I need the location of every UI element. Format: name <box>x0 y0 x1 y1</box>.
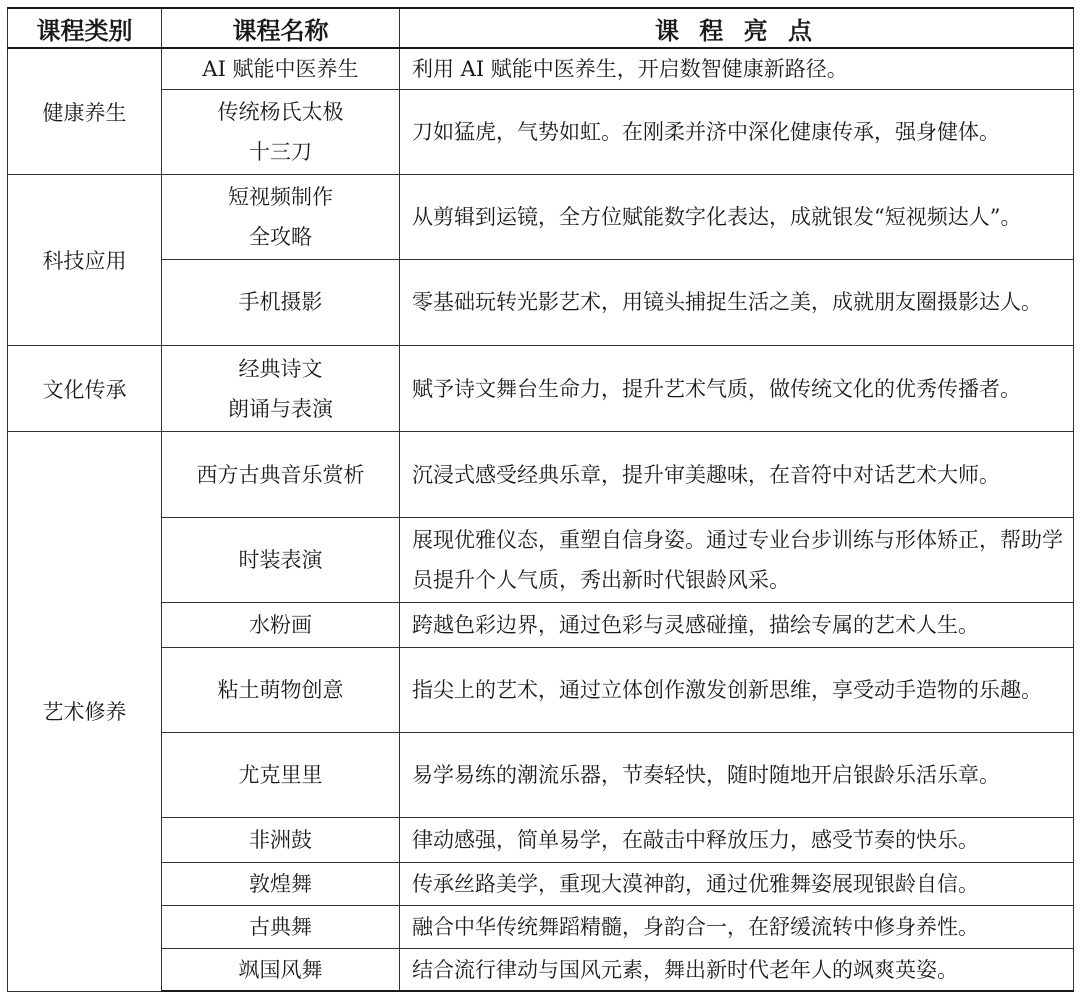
table-row <box>8 603 1074 648</box>
course-name-cell <box>162 517 400 602</box>
course-name-line: 尤克里里 <box>238 763 323 788</box>
course-highlight-cell: 易学易练的潮流乐器，节奏轻快，随时随地开启银龄乐活乐章。 <box>400 733 1074 817</box>
table-row <box>8 949 1074 991</box>
course-name-cell <box>162 862 400 905</box>
course-name-line: 经典诗文 <box>238 356 323 381</box>
course-highlight-cell: 零基础玩转光影艺术，用镜头捕捉生活之美，成就朋友圈摄影达人。 <box>400 259 1074 345</box>
table-row <box>8 817 1074 862</box>
course-highlight-cell: 传承丝路美学，重现大漠神韵，通过优雅舞姿展现银龄自信。 <box>400 862 1074 905</box>
course-name-line: AI 赋能中医养生 <box>202 57 359 82</box>
header-row <box>8 8 1074 48</box>
table-row <box>8 432 1074 517</box>
course-highlight-cell: 指尖上的艺术，通过立体创作激发创新思维，享受动手造物的乐趣。 <box>400 648 1074 733</box>
course-name-line: 粘土萌物创意 <box>217 678 344 703</box>
course-name-cell <box>162 817 400 862</box>
course-highlight-cell: 展现优雅仪态，重塑自信身姿。通过专业台步训练与形体矫正，帮助学员提升个人气质，秀出新时代银龄风采。 <box>400 517 1074 602</box>
category-cell: 文化传承 <box>8 346 162 432</box>
course-highlight-cell: 沉浸式感受经典乐章，提升审美趣味，在音符中对话艺术大师。 <box>400 432 1074 517</box>
course-name-cell <box>162 906 400 949</box>
course-name-line: 短视频制作 <box>228 185 333 210</box>
course-name-line: 非洲鼓 <box>249 827 312 852</box>
header-course-name: 课程名称 <box>162 8 400 48</box>
course-name-cell <box>162 346 400 432</box>
category-cell: 科技应用 <box>8 175 162 346</box>
table-row <box>8 862 1074 905</box>
course-highlight-cell: 融合中华传统舞蹈精髓，身韵合一，在舒缓流转中修身养性。 <box>400 906 1074 949</box>
course-table <box>7 7 1074 992</box>
course-name-cell <box>162 90 400 175</box>
course-name-cell <box>162 603 400 648</box>
course-name-cell <box>162 175 400 259</box>
course-name-cell <box>162 48 400 90</box>
course-highlight-cell: 刀如猛虎，气势如虹。在刚柔并济中深化健康传承，强身健体。 <box>400 90 1074 175</box>
course-name-line: 时装表演 <box>238 547 323 572</box>
course-name-cell <box>162 733 400 817</box>
course-name-line: 西方古典音乐赏析 <box>196 462 365 487</box>
table-row <box>8 259 1074 345</box>
course-name-line: 水粉画 <box>249 613 312 638</box>
course-highlight-cell: 利用 AI 赋能中医养生，开启数智健康新路径。 <box>400 48 1074 90</box>
table-row <box>8 733 1074 817</box>
course-highlight-cell: 律动感强，简单易学，在敲击中释放压力，感受节奏的快乐。 <box>400 817 1074 862</box>
course-highlight-cell: 从剪辑到运镜，全方位赋能数字化表达，成就银发“短视频达人”。 <box>400 175 1074 259</box>
header-category: 课程类别 <box>8 8 162 48</box>
course-name-line: 飒国风舞 <box>238 957 323 982</box>
course-highlight-cell: 结合流行律动与国风元素，舞出新时代老年人的飒爽英姿。 <box>400 949 1074 991</box>
course-name-line: 手机摄影 <box>238 290 323 315</box>
course-highlight-cell: 赋予诗文舞台生命力，提升艺术气质，做传统文化的优秀传播者。 <box>400 346 1074 432</box>
course-name-line: 敦煌舞 <box>249 872 312 897</box>
course-name-cell <box>162 949 400 991</box>
table-row <box>8 648 1074 733</box>
course-name-line: 十三刀 <box>249 140 312 165</box>
course-name-line: 朗诵与表演 <box>228 396 333 421</box>
course-name-cell <box>162 432 400 517</box>
course-name-line: 传统杨氏太极 <box>217 100 344 125</box>
table-row <box>8 48 1074 90</box>
table-row <box>8 517 1074 602</box>
table-body <box>8 48 1074 991</box>
header-highlight: 课 程 亮 点 <box>400 8 1074 48</box>
course-name-line: 古典舞 <box>249 915 312 940</box>
table-row <box>8 175 1074 259</box>
category-cell: 艺术修养 <box>8 432 162 991</box>
table-row <box>8 906 1074 949</box>
course-name-cell <box>162 648 400 733</box>
course-name-line: 全攻略 <box>249 225 312 250</box>
course-name-cell <box>162 259 400 345</box>
category-cell: 健康养生 <box>8 48 162 175</box>
course-highlight-cell: 跨越色彩边界，通过色彩与灵感碰撞，描绘专属的艺术人生。 <box>400 603 1074 648</box>
table-row <box>8 346 1074 432</box>
table-row <box>8 90 1074 175</box>
